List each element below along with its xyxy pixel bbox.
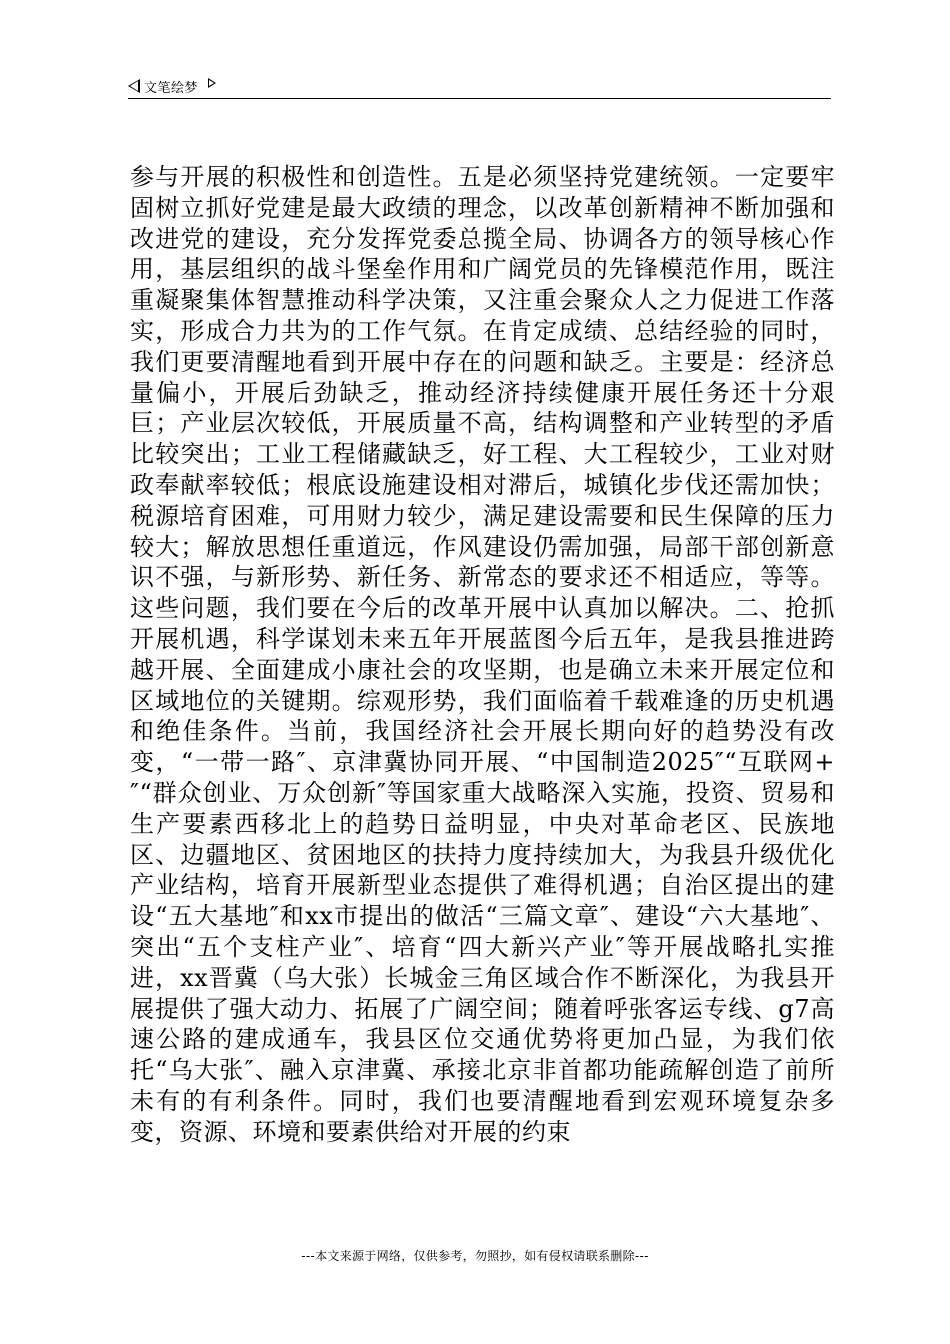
triangle-left-icon bbox=[128, 79, 140, 93]
header-brand: 文笔绘梦 bbox=[144, 80, 199, 96]
body-paragraph: 参与开展的积极性和创造性。五是必须坚持党建统领。一定要牢固树立抓好党建是最大政绩的理念，以改革创新精神不断加强和改进党的建设，充分发挥党委总揽全局、协调各方的领导核心作用，基层组织的战斗堡垒作用和广阔党员的先锋模范作用，既注重凝聚集体智慧推动科学决策，又注重会聚众人之力促进工作落实，形成合力共为的工作气氛。在肯定成绩、总结经验的同时，我们更要清醒地看到开展中存在的问题和缺乏。主要是：经济总量偏小，开展后劲缺乏，推动经济持续健康开展任务还十分艰巨；产业层次较低，开展质量不高，结构调整和产业转型的矛盾比较突出；工业工程储藏缺乏，好工程、大工程较少，工业对财政奉献率较低；根底设施建设相对滞后，城镇化步伐还需加快；税源培育困难，可用财力较少，满足建设需要和民生保障的压力较大；解放思想任重道远，作风建设仍需加强，局部干部创新意识不强，与新形势、新任务、新常态的要求还不相适应，等等。这些问题，我们要在今后的改革开展中认真加以解决。二、抢抓开展机遇，科学谋划未来五年开展蓝图今后五年，是我县推进跨越开展、全面建成小康社会的攻坚期，也是确立未来开展定位和区域地位的关键期。综观形势，我们面临着千载难逢的历史机遇和绝佳条件。当前，我国经济社会开展长期向好的趋势没有改变，“一带一路″、京津冀协同开展、“中国制造2025″“互联网+″“群众创业、万众创新″等国家重大战略深入实施，投资、贸易和生产要素西移北上的趋势日益明显，中央对革命老区、民族地区、边疆地区、贫困地区的扶持力度持续加大，为我县升级优化产业结构，培育开展新型业态提供了难得机遇；自治区提出的建设“五大基地″和xx市提出的做活“三篇文章″、建设“六大基地″、突出“五个支柱产业″、培育“四大新兴产业″等开展战略扎实推进，xx晋冀（乌大张）长城金三角区域合作不断深化，为我县开展提供了强大动力、拓展了广阔空间；随着呼张客运专线、g7高速公路的建成通车，我县区位交通优势将更加凸显，为我们依托“乌大张″、融入京津冀、承接北京非首都功能疏解创造了前所未有的有利条件。同时，我们也要清醒地看到宏观环境复杂多变，资源、环境和要素供给对开展的约束 bbox=[130, 163, 835, 1146]
page-header bbox=[128, 74, 831, 99]
footer-disclaimer: ---本文来源于网络，仅供参考，勿照抄，如有侵权请联系删除--- bbox=[301, 1249, 649, 1263]
triangle-right-icon bbox=[208, 78, 216, 88]
